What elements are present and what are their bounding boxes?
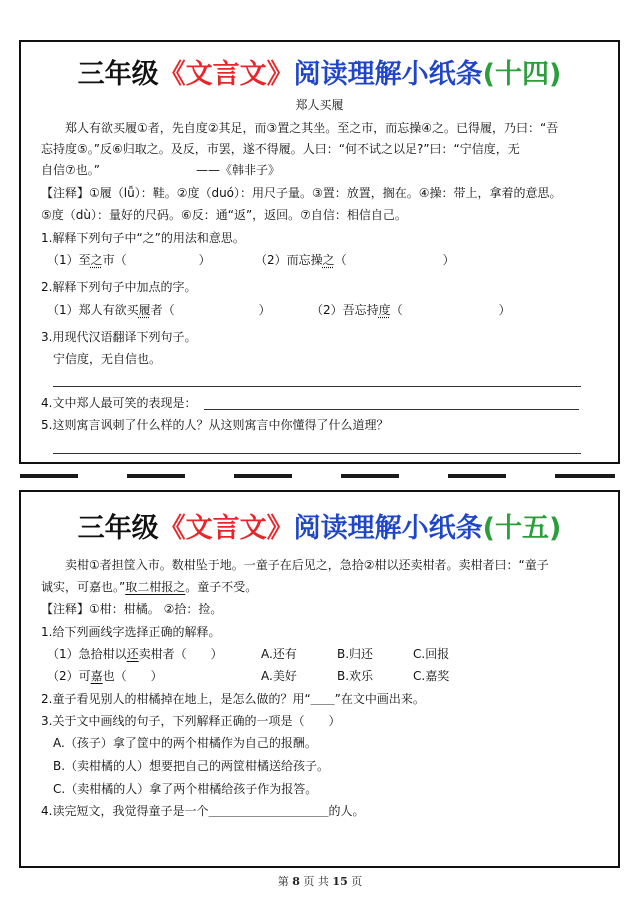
question-1-stem: 1.解释下列句子中“之”的用法和意思。 bbox=[41, 231, 245, 245]
question-3-stem: 3.关于文中画线的句子，下列解释正确的一项是（ ） bbox=[41, 714, 341, 728]
question-4-stem: 4.文中郑人最可笑的表现是： bbox=[41, 396, 197, 410]
question-3-sentence: 宁信度，无自信也。 bbox=[53, 352, 162, 366]
cut-dash bbox=[20, 474, 78, 478]
option-1b-b: B.欢乐 bbox=[337, 669, 374, 683]
question-3-option-a: A.（孩子）拿了筐中的两个柑橘作为自己的报酬。 bbox=[53, 736, 317, 750]
option-1a-a: A.还有 bbox=[261, 647, 297, 661]
cut-dash bbox=[448, 474, 506, 478]
answer-line bbox=[53, 386, 581, 387]
question-2a: （1）郑人有欲买履者（ ） bbox=[47, 303, 271, 317]
passage-line-1: 郑人有欲买履①者，先自度②其足，而③置之其坐。至之市，而忘操④之。已得履，乃曰：“吾 bbox=[41, 121, 559, 135]
cut-dash bbox=[341, 474, 399, 478]
notes-line-1: 【注释】①履（lǚ）：鞋。②度（duó）：用尺子量。③置：放置，搁在。④操：带上，拿着的意思。 bbox=[41, 186, 562, 200]
story-title: 郑人买履 bbox=[295, 98, 344, 112]
question-1a: （1）至之市（ ） bbox=[47, 253, 211, 267]
question-3-stem: 3.用现代汉语翻译下列句子。 bbox=[41, 330, 197, 344]
cut-line bbox=[0, 474, 640, 478]
worksheet-card-15 bbox=[19, 490, 620, 868]
option-1a-c: C.回报 bbox=[413, 647, 450, 661]
passage-line-3: 自信⑦也。” ——《韩非子》 bbox=[41, 163, 280, 177]
passage-line-1: 卖柑①者担筐入市。数柑坠于地。一童子在后见之，急拾②柑以还卖柑者。卖柑者曰：“童子 bbox=[41, 558, 549, 572]
question-3-option-b: B.（卖柑橘的人）想要把自己的两筐柑橘送给孩子。 bbox=[53, 759, 330, 773]
option-1a-b: B.归还 bbox=[337, 647, 374, 661]
passage-line-2: 诚实，可嘉也。”取二柑报之。童子不受。 bbox=[41, 580, 258, 594]
option-1b-c: C.嘉奖 bbox=[413, 669, 450, 683]
passage-line-2: 忘持度⑤。”反⑥归取之。及反，市罢，遂不得履。人曰：“何不试之以足?”曰：“宁信度，无 bbox=[41, 142, 520, 156]
page-number: 第 8 页 共 15 页 bbox=[277, 875, 363, 888]
question-1b: （2）可嘉也（ ） bbox=[47, 669, 163, 683]
question-2b: （2）吾忘持度（ ） bbox=[311, 303, 511, 317]
question-1b: （2）而忘操之（ ） bbox=[255, 253, 455, 267]
worksheet-card-14 bbox=[19, 40, 620, 464]
answer-line bbox=[53, 453, 581, 454]
notes-line: 【注释】①柑：柑橘。 ②拾：捡。 bbox=[41, 602, 223, 616]
card-title: 三年级《文言文》阅读理解小纸条(十四) bbox=[77, 59, 562, 90]
card-title: 三年级《文言文》阅读理解小纸条(十五) bbox=[77, 513, 562, 544]
question-2-stem: 2.童子看见别人的柑橘掉在地上，是怎么做的？用“＿＿”在文中画出来。 bbox=[41, 692, 425, 706]
cut-dash bbox=[127, 474, 185, 478]
question-3-option-c: C.（卖柑橘的人）拿了两个柑橘给孩子作为报答。 bbox=[53, 782, 318, 796]
cut-dash bbox=[555, 474, 615, 478]
question-2-stem: 2.解释下列句子中加点的字。 bbox=[41, 280, 197, 294]
notes-line-2: ⑤度（dù）：量好的尺码。⑥反：通“返”，返回。⑦自信：相信自己。 bbox=[41, 208, 407, 222]
question-1-stem: 1.给下列画线字选择正确的解释。 bbox=[41, 625, 221, 639]
cut-dash bbox=[234, 474, 292, 478]
question-4-stem: 4.读完短文，我觉得童子是一个＿＿＿＿＿＿＿＿＿＿的人。 bbox=[41, 804, 365, 818]
question-5-stem: 5.这则寓言讽刺了什么样的人？从这则寓言中你懂得了什么道理？ bbox=[41, 418, 389, 432]
question-1a: （1）急拾柑以还卖柑者（ ） bbox=[47, 647, 223, 661]
option-1b-a: A.美好 bbox=[261, 669, 297, 683]
answer-line bbox=[204, 409, 579, 410]
